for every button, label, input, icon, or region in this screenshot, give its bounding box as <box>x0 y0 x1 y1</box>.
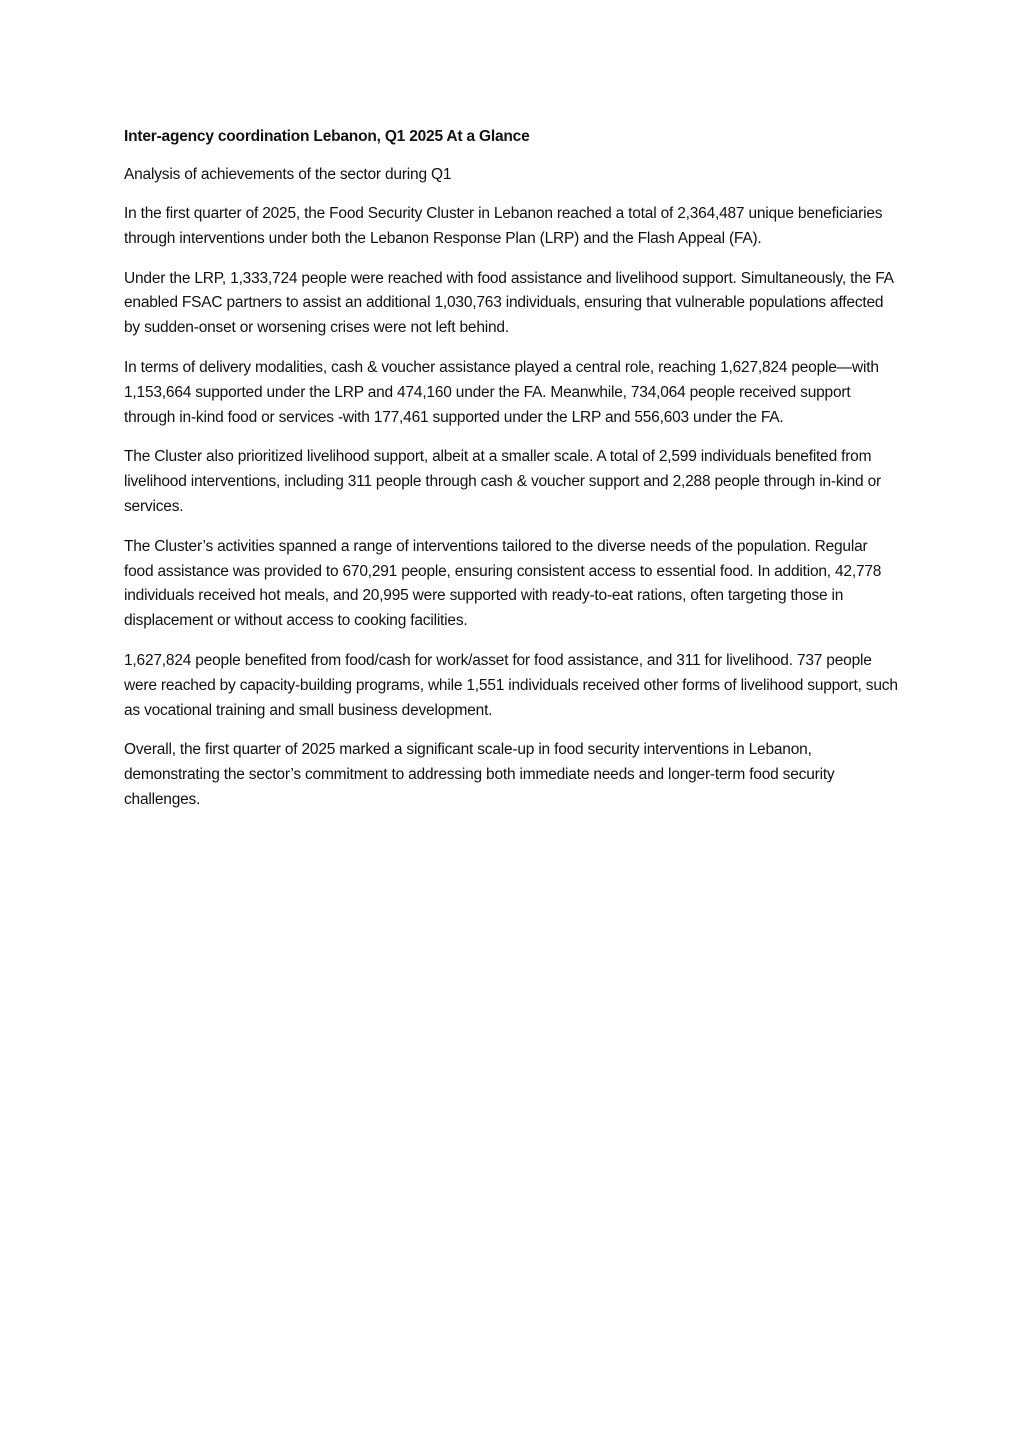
paragraph-food-for-work: 1,627,824 people benefited from food/cash for work/asset for food assistance, and 311 for livelihood. 737 people were reached by capacity-building programs, while 1,551 individuals received other forms of livelihood support, such as vocational training and small business development. <box>124 651 898 719</box>
document-title: Inter-agency coordination Lebanon, Q1 2025 At a Glance <box>124 128 530 145</box>
paragraph-overview: In the first quarter of 2025, the Food Security Cluster in Lebanon reached a total of 2,364,487 unique beneficiaries through interventions under both the Lebanon Response Plan (LRP) and the Flash Appeal (FA). <box>124 205 883 247</box>
document-subtitle: Analysis of achievements of the sector during Q1 <box>124 166 452 183</box>
paragraph-activities: The Cluster’s activities spanned a range of interventions tailored to the diverse needs of the population. Regular food assistance was provided to 670,291 people, ensuring consistent access to essential food. In addition, 42,778 individuals received hot meals, and 20,995 were supported with ready-to-eat rations, often targeting those in displacement or without access to cooking facilities. <box>124 537 882 630</box>
paragraph-delivery-modalities: In terms of delivery modalities, cash & voucher assistance played a central role, reaching 1,627,824 people—with 1,153,664 supported under the LRP and 474,160 under the FA. Meanwhile, 734,064 people received support through in-kind food or services -with 177,461 supported under the LRP and 556,603 under the FA. <box>124 358 879 426</box>
document-body <box>124 126 900 828</box>
paragraph-livelihood-support: The Cluster also prioritized livelihood support, albeit at a smaller scale. A total of 2,599 individuals benefited from livelihood interventions, including 311 people through cash & voucher support and 2,288 people through in-kind or services. <box>124 448 881 515</box>
paragraph-conclusion: Overall, the first quarter of 2025 marked a significant scale-up in food security interventions in Lebanon, demonstrating the sector’s commitment to addressing both immediate needs and longer-term food security challenges. <box>124 741 835 808</box>
paragraph-lrp-fa: Under the LRP, 1,333,724 people were reached with food assistance and livelihood support. Simultaneously, the FA enabled FSAC partners to assist an additional 1,030,763 individuals, ensuring that vulnerable populations affected by sudden-onset or worsening crises were not left behind. <box>124 269 893 337</box>
